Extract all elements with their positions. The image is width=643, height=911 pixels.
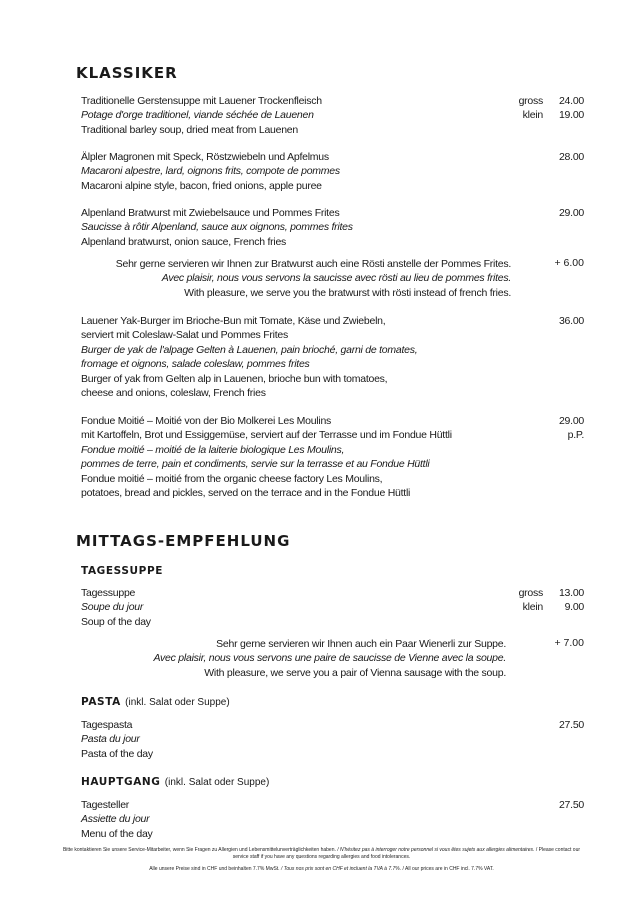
item-name-en: potatoes, bread and pickles, served on the terrace and in the Fondue Hüttli	[81, 487, 411, 500]
price: 36.00	[558, 315, 584, 327]
menu-item	[81, 94, 584, 137]
footer-de: Alle unsere Preise sind in CHF und beinhalten 7.7% MwSt.	[149, 866, 280, 872]
item-name-fr: Pasta du jour	[81, 733, 140, 746]
item-name-de: Tagesteller	[81, 799, 130, 811]
price-unit: p.P.	[567, 429, 584, 441]
price: 27.50	[558, 799, 584, 811]
menu-item	[81, 718, 584, 761]
item-name-de: serviert mit Coleslaw-Salat und Pommes Frites	[81, 329, 288, 342]
item-name-en: cheese and onions, coleslaw, French fries	[81, 387, 266, 400]
item-name-fr: pommes de terre, pain et condiments, servie sur la terrasse et au Fondue Hüttli	[81, 458, 430, 471]
price-footer	[60, 866, 583, 873]
menu-item	[81, 414, 584, 500]
footer-fr: / N'hésitez pas à interroger notre personnel si vous êtes sujets aux allergies alimentaires.	[337, 847, 535, 853]
item-name-en: Traditional barley soup, dried meat from Lauenen	[81, 123, 298, 136]
item-name-fr: Soupe du jour	[81, 601, 144, 614]
item-name-fr: Saucisse à rôtir Alpenland, sauce aux oignons, pommes frites	[81, 221, 353, 234]
note-fr: Avec plaisir, nous vous servons une paire de saucisse de Vienne avec la soupe.	[153, 652, 506, 665]
footer-fr: / Tous nos prix sont en CHF et incluent la TVA à 7.7%.	[280, 866, 402, 872]
price: 24.00	[558, 95, 584, 107]
subheading-tagessuppe: TAGESSUPPE	[81, 565, 164, 577]
item-name-en: Macaroni alpine style, bacon, fried onions, apple puree	[81, 179, 322, 192]
subheading-hauptgang	[81, 776, 269, 788]
footer-en: / All our prices are in CHF incl. 7.7% VAT.	[402, 866, 494, 872]
item-name-en: Pasta of the day	[81, 747, 153, 760]
option-note	[51, 257, 511, 300]
menu-item	[81, 206, 584, 249]
item-name-fr: Macaroni alpestre, lard, oignons frits, compote de pommes	[81, 165, 340, 178]
option-price: + 6.00	[554, 257, 584, 269]
price: 9.00	[564, 601, 584, 613]
allergy-footer	[60, 847, 583, 861]
size-label: gross	[518, 587, 543, 599]
item-name-en: Menu of the day	[81, 827, 153, 840]
item-name-de: Älpler Magronen mit Speck, Röstzwiebeln und Apfelmus	[81, 151, 329, 163]
subheading-pasta	[81, 696, 230, 708]
item-name-en: Soup of the day	[81, 615, 151, 628]
note-en: With pleasure, we serve you the bratwurst with rösti instead of french fries.	[184, 286, 511, 299]
item-name-en: Alpenland bratwurst, onion sauce, French fries	[81, 235, 287, 248]
note-en: With pleasure, we serve you a pair of Vienna sausage with the soup.	[204, 666, 506, 679]
note-fr: Avec plaisir, nous vous servons la saucisse avec rösti au lieu de pommes frites.	[161, 272, 511, 285]
price: 27.50	[558, 719, 584, 731]
pasta-label: PASTA	[81, 696, 121, 708]
size-label: klein	[522, 109, 543, 121]
footer-en: / Please contact our service staff if you have any questions regarding allergies and food intolerances.	[232, 847, 581, 860]
item-name-de: Tagespasta	[81, 719, 133, 731]
pasta-note: (inkl. Salat oder Suppe)	[125, 697, 230, 708]
price: 13.00	[558, 587, 584, 599]
price: 29.00	[558, 207, 584, 219]
menu-item	[81, 586, 584, 629]
menu-item	[81, 798, 584, 841]
note-de: Sehr gerne servieren wir Ihnen zur Bratwurst auch eine Rösti anstelle der Pommes Frites.	[115, 258, 511, 270]
size-label: gross	[518, 95, 543, 107]
item-name-en: Fondue moitié – moitié from the organic cheese factory Les Moulins,	[81, 472, 383, 485]
item-name-de: Tagessuppe	[81, 587, 136, 599]
menu-item	[81, 150, 584, 193]
section-heading-klassiker: KLASSIKER	[76, 64, 178, 82]
item-name-fr: Burger de yak de l'alpage Gelten à Lauenen, pain brioché, garni de tomates,	[81, 343, 418, 356]
menu-item	[81, 314, 584, 400]
item-name-de: mit Kartoffeln, Brot und Essiggemüse, serviert auf der Terrasse und im Fondue Hüttli	[81, 429, 452, 442]
item-name-de: Lauener Yak-Burger im Brioche-Bun mit Tomate, Käse und Zwiebeln,	[81, 315, 386, 327]
item-name-fr: Potage d'orge traditionel, viande séchée de Lauenen	[81, 109, 314, 122]
item-name-fr: Fondue moitié – moitié de la laiterie biologique Les Moulins,	[81, 443, 345, 456]
size-label: klein	[522, 601, 543, 613]
hauptgang-label: HAUPTGANG	[81, 776, 161, 788]
price: 19.00	[558, 109, 584, 121]
section-heading-mittag: MITTAGS-EMPFEHLUNG	[76, 532, 291, 550]
item-name-de: Traditionelle Gerstensuppe mit Lauener Trockenfleisch	[81, 95, 322, 107]
item-name-de: Alpenland Bratwurst mit Zwiebelsauce und Pommes Frites	[81, 207, 340, 219]
hauptgang-note: (inkl. Salat oder Suppe)	[164, 777, 270, 788]
note-de: Sehr gerne servieren wir Ihnen auch ein Paar Wienerli zur Suppe.	[216, 638, 506, 650]
option-note	[86, 637, 506, 680]
option-price: + 7.00	[554, 637, 584, 649]
price: 28.00	[558, 151, 584, 163]
item-name-fr: fromage et oignons, salade coleslaw, pommes frites	[81, 358, 310, 371]
item-name-de: Fondue Moitié – Moitié von der Bio Molkerei Les Moulins	[81, 415, 332, 427]
item-name-en: Burger of yak from Gelten alp in Lauenen, brioche bun with tomatoes,	[81, 372, 388, 385]
price: 29.00	[558, 415, 584, 427]
footer-de: Bitte kontaktieren Sie unsere Service-Mitarbeiter, wenn Sie Fragen zu Allergien und Lebensmittelunverträglichkeiten haben.	[62, 847, 336, 853]
item-name-fr: Assiette du jour	[81, 813, 150, 826]
